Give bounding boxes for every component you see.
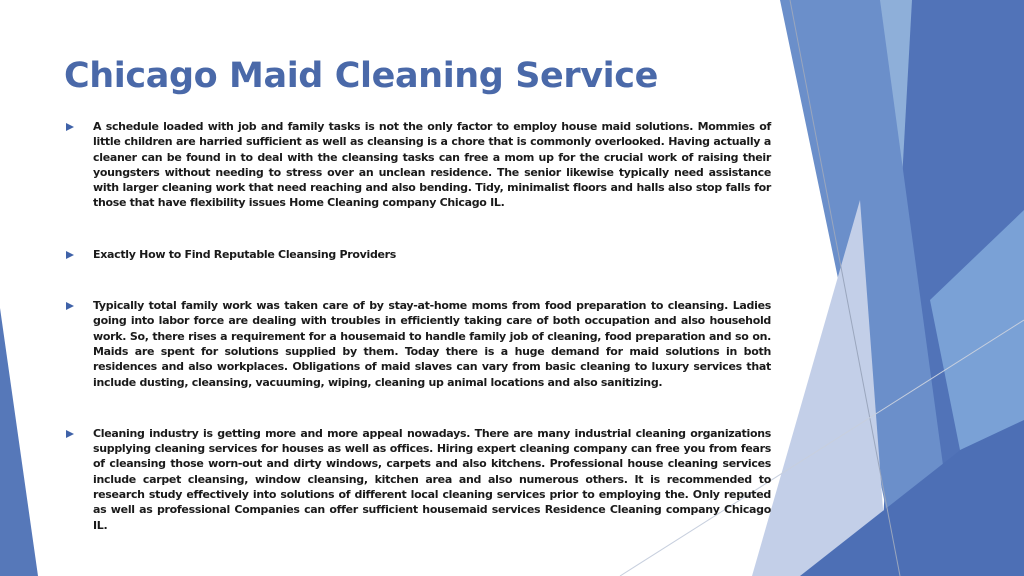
- bullet-text: Cleaning industry is getting more and more appeal nowadays. There are many industrial cleaning organizations supplying cleaning services for houses as well as offices. Hiring expert cleaning company can free you from fears of cleansing those worn-out and dirty windows, carpets and also kitchens. Professional house cleaning services include carpet cleansing, window cleansing, kitchen area and also numerous others. It is recommended to research study effectively into solutions of different local cleaning services prior to employing the. Only reputed as well as professional Companies can offer sufficient housemaid services Residence Cleaning company Chicago IL.: [93, 426, 771, 532]
- bullet-item-4: [64, 426, 771, 533]
- bullet-arrow-icon: [66, 123, 74, 131]
- bullet-text: Typically total family work was taken care of by stay-at-home moms from food preparation to cleansing. Ladies going into labor force are dealing with troubles in efficiently taking care of both occupation and also household work. So, there rises a requirement for a housemaid to handle family job of cleaning, food preparation and so on. Maids are spent for solutions supplied by them. Today there is a huge demand for maid solutions in both residences and also workplaces. Obligations of maid slaves can vary from basic cleaning to luxury services that include dusting, cleansing, vacuuming, wiping, cleaning up animal locations and also sanitizing.: [93, 299, 771, 389]
- bullet-arrow-icon: [66, 430, 74, 438]
- bullet-arrow-icon: [66, 302, 74, 310]
- bullet-item-1: [64, 119, 771, 211]
- slide-title: Chicago Maid Cleaning Service: [64, 56, 658, 96]
- bullet-text: A schedule loaded with job and family tasks is not the only factor to employ house maid solutions. Mommies of little children are harried sufficient as well as cleansing is a chore that is commonly overlooked. Having actually a cleaner can be found in to deal with the cleansing tasks can free a mom up for the crucial work of raising their youngsters without needing to stress over an unclean residence. The senior likewise typically need assistance with larger cleaning work that need reaching and also bending. Tidy, minimalist floors and halls also stop falls for those that have flexibility issues Home Cleaning company Chicago IL.: [93, 120, 771, 210]
- bullet-item-3: [64, 298, 771, 390]
- bullet-text: Exactly How to Find Reputable Cleansing Providers: [93, 247, 397, 261]
- bullet-item-2: [64, 247, 771, 262]
- bullet-list: [64, 119, 771, 533]
- left-blue-triangle: [0, 308, 38, 576]
- bullet-arrow-icon: [66, 251, 74, 259]
